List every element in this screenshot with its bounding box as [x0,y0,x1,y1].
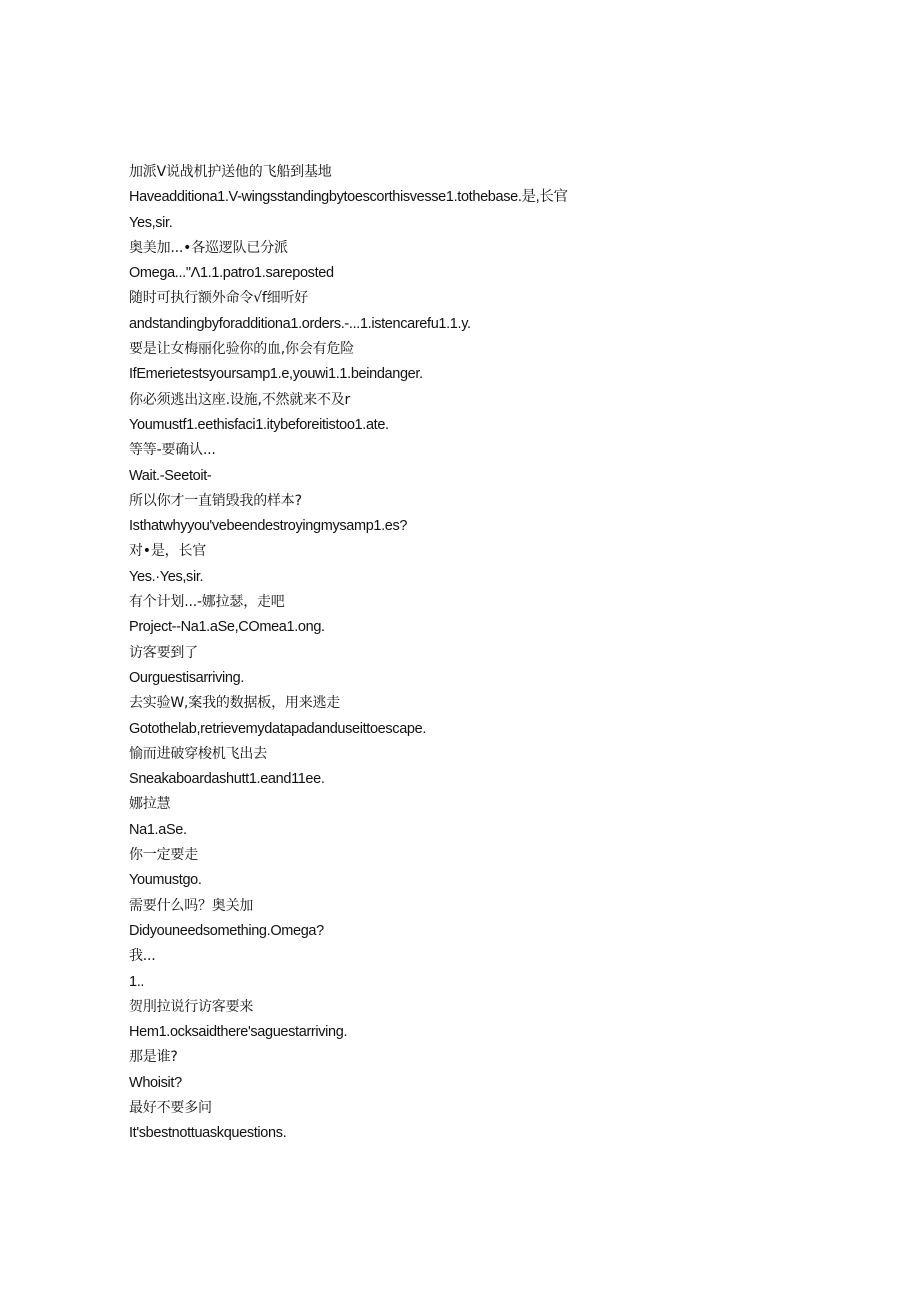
subtitle-line-zh: 你必须逃出这座.设施,不然就来不及r [129,391,351,408]
subtitle-line-en: Wait.-Seetoit- [129,467,212,484]
subtitle-line-en: andstandingbyforadditiona1.orders.-...1.istencarefu1.1.y. [129,315,471,332]
subtitle-line-zh: 你一定要走 [129,847,198,864]
subtitle-line-en: Project--Na1.aSe,COmea1.ong. [129,619,325,636]
subtitle-line-en: Sneakaboardashutt1.eand11ee. [129,771,325,788]
subtitle-line-en: Isthatwhyyou'vebeendestroyingmysamp1.es? [129,518,408,535]
subtitle-line-zh: 最好不要多问 [129,1099,212,1116]
subtitle-line-en: IfEmerietestsyoursamp1.e,youwi1.1.beindanger. [129,366,423,383]
subtitle-line-en: Youmustf1.eethisfaci1.itybeforeitistoo1.ate. [129,416,389,433]
subtitle-line-zh: 那是谁? [129,1049,178,1066]
subtitle-line-zh: 去实验W,案我的数据板，用来逃走 [129,695,341,712]
subtitle-line-zh: 愉而进破穿梭机飞出去 [129,745,267,762]
subtitle-line-zh: 贺刖拉说行访客要来 [129,998,254,1015]
subtitle-transcript [129,160,749,1147]
subtitle-line-zh: 访客要到了 [129,644,198,661]
subtitle-line-en: Omega..."Λ1.1.patro1.sareposted [129,265,334,282]
subtitle-line-zh: 有个计划...-娜拉瑟，走吧 [129,594,285,611]
subtitle-line-en: Haveadditiona1.V-wingsstandingbytoescorthisvesse1.tothebase.是,长官 [129,189,568,206]
subtitle-line-zh: 所以你才一直销毁我的样本? [129,492,302,509]
subtitle-line-zh: 加派V说战机护送他的飞船到基地 [129,164,332,180]
subtitle-line-zh: 奥美加...•各巡逻队已分派 [129,239,288,256]
subtitle-line-zh: 对•是，长官 [129,543,207,560]
subtitle-line-en: 1.. [129,973,145,990]
subtitle-line-en: Yes.·Yes,sir. [129,568,204,585]
subtitle-line-zh: 要是让女梅丽化验你的血,你会有危险 [129,341,355,358]
subtitle-line-zh: 等等-要确认... [129,442,216,459]
subtitle-line-en: Youmustgo. [129,872,202,889]
subtitle-line-zh: 娜拉慧 [129,796,171,813]
subtitle-line-zh: 随时可执行额外命令√f细听好 [129,290,309,307]
subtitle-line-en: Whoisit? [129,1074,182,1091]
subtitle-line-en: Hem1.ocksaidthere'saguestarriving. [129,1024,348,1041]
subtitle-line-en: Gotothelab,retrievemydatapadanduseittoescape. [129,720,427,737]
subtitle-line-en: Na1.aSe. [129,821,187,838]
subtitle-line-zh: 需要什么吗？奥关加 [129,897,254,914]
subtitle-line-en: It'sbestnottuaskquestions. [129,1125,287,1142]
subtitle-line-zh: 我... [129,948,156,965]
subtitle-line-en: Yes,sir. [129,214,173,231]
subtitle-line-en: Didyouneedsomething.Omega? [129,922,324,939]
subtitle-line-en: Ourguestisarriving. [129,669,245,686]
